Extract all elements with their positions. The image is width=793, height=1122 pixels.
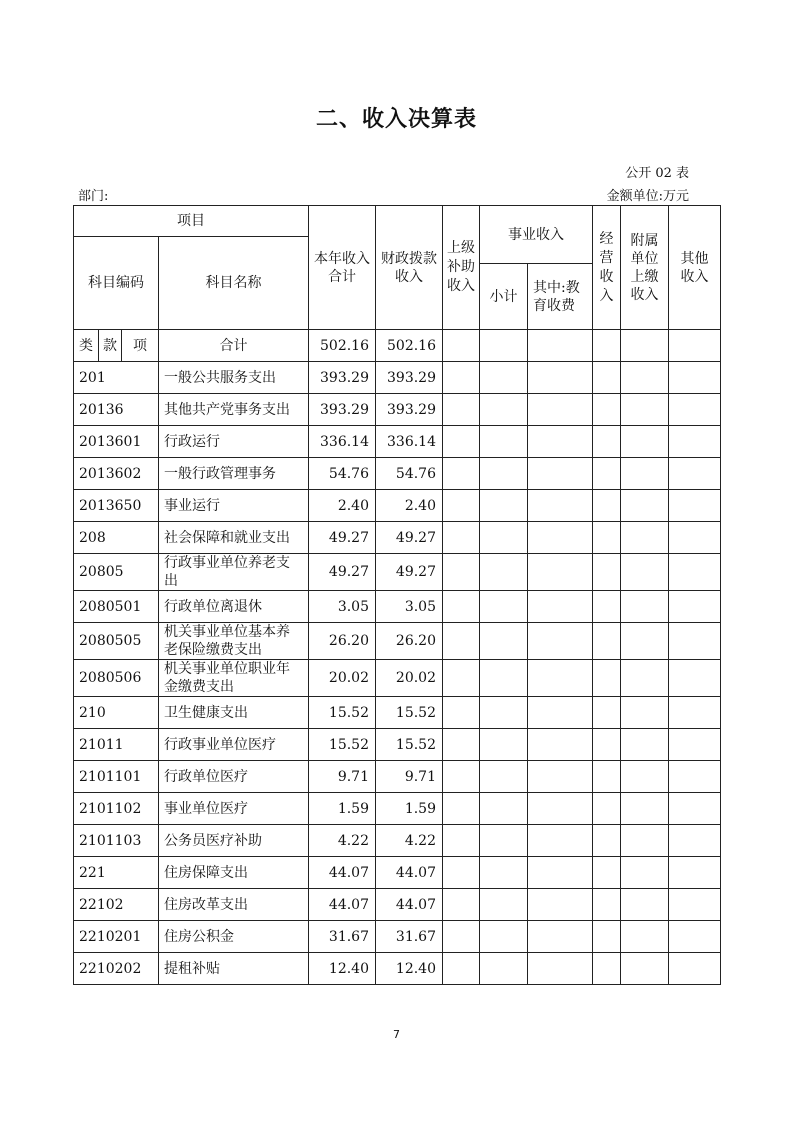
empty-cell (528, 554, 593, 591)
row-total: 336.14 (309, 426, 376, 458)
row-name: 一般行政管理事务 (159, 458, 309, 490)
header-item: 项目 (74, 206, 309, 237)
empty-cell (443, 623, 480, 660)
page-number: 7 (393, 1028, 400, 1041)
empty-cell (593, 921, 621, 953)
row-fiscal: 1.59 (376, 793, 443, 825)
empty-cell (669, 522, 721, 554)
empty-cell (528, 889, 593, 921)
table-row (74, 889, 721, 921)
row-fiscal: 31.67 (376, 921, 443, 953)
row-fiscal: 336.14 (376, 426, 443, 458)
row-total: 44.07 (309, 889, 376, 921)
table-row (74, 825, 721, 857)
empty-cell (528, 458, 593, 490)
empty-cell (669, 857, 721, 889)
table-row (74, 761, 721, 793)
empty-cell (443, 522, 480, 554)
row-name: 住房改革支出 (159, 889, 309, 921)
row-name: 一般公共服务支出 (159, 362, 309, 394)
row-code: 20136 (74, 394, 159, 426)
header-business: 事业收入 (480, 206, 593, 264)
empty-cell (621, 394, 669, 426)
empty-cell (621, 921, 669, 953)
row-code: 210 (74, 697, 159, 729)
empty-cell (443, 889, 480, 921)
row-name: 公务员医疗补助 (159, 825, 309, 857)
xiang-label: 项 (122, 330, 159, 362)
header-other: 其他收入 (669, 206, 721, 330)
empty-cell (480, 623, 528, 660)
table-row (74, 729, 721, 761)
header-operating: 经营收入 (593, 206, 621, 330)
empty-cell (528, 522, 593, 554)
empty-cell (669, 921, 721, 953)
empty-cell (669, 953, 721, 985)
row-total: 49.27 (309, 522, 376, 554)
empty-cell (443, 793, 480, 825)
empty-cell (593, 729, 621, 761)
row-total: 26.20 (309, 623, 376, 660)
row-code: 2080506 (74, 660, 159, 697)
unit-label: 金额单位:万元 (606, 189, 689, 204)
department-label: 部门: (78, 189, 109, 204)
header-subtotal: 小计 (480, 264, 528, 330)
empty-cell (480, 554, 528, 591)
empty-cell (480, 362, 528, 394)
empty-cell (621, 458, 669, 490)
row-fiscal: 2.40 (376, 490, 443, 522)
empty-cell (443, 458, 480, 490)
row-code: 2013650 (74, 490, 159, 522)
empty-cell (621, 522, 669, 554)
empty-cell (443, 697, 480, 729)
empty-cell (593, 825, 621, 857)
header-total: 本年收入合计 (309, 206, 376, 330)
row-name: 机关事业单位职业年金缴费支出 (159, 660, 309, 697)
row-code: 208 (74, 522, 159, 554)
empty-cell (528, 921, 593, 953)
empty-cell (480, 953, 528, 985)
table-row (74, 522, 721, 554)
row-name: 住房保障支出 (159, 857, 309, 889)
kuan-label: 款 (99, 330, 122, 362)
table-row (74, 921, 721, 953)
row-name: 行政事业单位养老支出 (159, 554, 309, 591)
row-fiscal: 20.02 (376, 660, 443, 697)
empty-cell (528, 793, 593, 825)
empty-cell (528, 660, 593, 697)
row-total: 49.27 (309, 554, 376, 591)
header-name: 科目名称 (159, 237, 309, 330)
empty-cell (480, 490, 528, 522)
row-fiscal: 44.07 (376, 889, 443, 921)
row-total: 15.52 (309, 697, 376, 729)
total-row (74, 330, 721, 362)
empty-cell (621, 825, 669, 857)
empty-cell (593, 660, 621, 697)
row-name: 行政单位离退休 (159, 591, 309, 623)
empty-cell (480, 522, 528, 554)
row-fiscal: 15.52 (376, 729, 443, 761)
empty-cell (621, 857, 669, 889)
empty-cell (669, 426, 721, 458)
empty-cell (669, 623, 721, 660)
empty-cell (669, 591, 721, 623)
row-code: 201 (74, 362, 159, 394)
row-code: 2080501 (74, 591, 159, 623)
row-total: 44.07 (309, 857, 376, 889)
empty-cell (528, 362, 593, 394)
empty-cell (669, 729, 721, 761)
empty-cell (480, 889, 528, 921)
empty-cell (621, 697, 669, 729)
lei-label: 类 (74, 330, 99, 362)
empty-cell (593, 426, 621, 458)
empty-cell (480, 591, 528, 623)
empty-cell (443, 591, 480, 623)
page-title: 二、收入决算表 (315, 107, 477, 132)
empty-cell (669, 554, 721, 591)
sum-fiscal: 502.16 (376, 330, 443, 362)
empty-cell (669, 490, 721, 522)
table-row (74, 660, 721, 697)
row-name: 住房公积金 (159, 921, 309, 953)
empty-cell (443, 660, 480, 697)
empty-cell (528, 394, 593, 426)
empty-cell (480, 761, 528, 793)
empty-cell (480, 921, 528, 953)
empty-cell (621, 793, 669, 825)
row-name: 事业单位医疗 (159, 793, 309, 825)
row-fiscal: 49.27 (376, 554, 443, 591)
empty-cell (593, 857, 621, 889)
empty-cell (480, 394, 528, 426)
empty-cell (621, 362, 669, 394)
empty-cell (593, 953, 621, 985)
row-total: 2.40 (309, 490, 376, 522)
empty-cell (480, 825, 528, 857)
row-code: 20805 (74, 554, 159, 591)
table-row (74, 394, 721, 426)
empty-cell (621, 623, 669, 660)
table-row (74, 554, 721, 591)
empty-cell (593, 761, 621, 793)
empty-cell (593, 591, 621, 623)
row-code: 22102 (74, 889, 159, 921)
empty-cell (593, 458, 621, 490)
empty-cell (621, 729, 669, 761)
row-total: 20.02 (309, 660, 376, 697)
row-fiscal: 15.52 (376, 697, 443, 729)
row-name: 事业运行 (159, 490, 309, 522)
empty-cell (528, 591, 593, 623)
row-fiscal: 49.27 (376, 522, 443, 554)
empty-cell (443, 394, 480, 426)
header-superior: 上级补助收入 (443, 206, 480, 330)
empty-cell (669, 825, 721, 857)
row-total: 1.59 (309, 793, 376, 825)
table-row (74, 426, 721, 458)
empty-cell (528, 825, 593, 857)
empty-cell (443, 761, 480, 793)
empty-cell (593, 522, 621, 554)
empty-cell (480, 458, 528, 490)
row-name: 机关事业单位基本养老保险缴费支出 (159, 623, 309, 660)
empty-cell (669, 761, 721, 793)
empty-cell (443, 490, 480, 522)
row-total: 31.67 (309, 921, 376, 953)
empty-cell (528, 857, 593, 889)
empty-cell (443, 857, 480, 889)
header-code: 科目编码 (74, 237, 159, 330)
empty-cell (480, 793, 528, 825)
empty-cell (528, 623, 593, 660)
row-fiscal: 26.20 (376, 623, 443, 660)
empty-cell (593, 889, 621, 921)
header-fiscal: 财政拨款收入 (376, 206, 443, 330)
row-fiscal: 4.22 (376, 825, 443, 857)
empty-cell (480, 660, 528, 697)
empty-cell (669, 660, 721, 697)
row-code: 2013602 (74, 458, 159, 490)
row-name: 提租补贴 (159, 953, 309, 985)
row-fiscal: 54.76 (376, 458, 443, 490)
empty-cell (443, 554, 480, 591)
row-code: 2080505 (74, 623, 159, 660)
row-fiscal: 393.29 (376, 362, 443, 394)
empty-cell (621, 426, 669, 458)
row-total: 15.52 (309, 729, 376, 761)
table-row (74, 362, 721, 394)
row-total: 9.71 (309, 761, 376, 793)
empty-cell (669, 458, 721, 490)
empty-cell (480, 697, 528, 729)
empty-cell (669, 889, 721, 921)
row-total: 4.22 (309, 825, 376, 857)
empty-cell (443, 921, 480, 953)
row-code: 21011 (74, 729, 159, 761)
empty-cell (669, 793, 721, 825)
empty-cell (621, 490, 669, 522)
empty-cell (621, 953, 669, 985)
table-row (74, 490, 721, 522)
row-total: 393.29 (309, 394, 376, 426)
row-fiscal: 9.71 (376, 761, 443, 793)
empty-cell (593, 554, 621, 591)
row-code: 221 (74, 857, 159, 889)
row-code: 2101101 (74, 761, 159, 793)
table-row (74, 857, 721, 889)
empty-cell (669, 697, 721, 729)
empty-cell (443, 825, 480, 857)
row-total: 393.29 (309, 362, 376, 394)
empty-cell (528, 729, 593, 761)
row-name: 其他共产党事务支出 (159, 394, 309, 426)
empty-cell (669, 394, 721, 426)
row-name: 社会保障和就业支出 (159, 522, 309, 554)
header-education: 其中:教育收费 (528, 264, 593, 330)
row-name: 卫生健康支出 (159, 697, 309, 729)
empty-cell (621, 554, 669, 591)
row-fiscal: 12.40 (376, 953, 443, 985)
row-fiscal: 3.05 (376, 591, 443, 623)
table-row (74, 793, 721, 825)
empty-cell (480, 857, 528, 889)
empty-cell (443, 362, 480, 394)
empty-cell (528, 490, 593, 522)
empty-cell (443, 426, 480, 458)
empty-cell (669, 362, 721, 394)
row-name: 行政运行 (159, 426, 309, 458)
empty-cell (528, 697, 593, 729)
empty-cell (593, 490, 621, 522)
empty-cell (593, 362, 621, 394)
empty-cell (593, 697, 621, 729)
row-code: 2013601 (74, 426, 159, 458)
table-row (74, 623, 721, 660)
row-code: 2210201 (74, 921, 159, 953)
empty-cell (593, 623, 621, 660)
empty-cell (621, 889, 669, 921)
empty-cell (593, 793, 621, 825)
empty-cell (443, 953, 480, 985)
row-fiscal: 44.07 (376, 857, 443, 889)
row-total: 54.76 (309, 458, 376, 490)
row-name: 行政单位医疗 (159, 761, 309, 793)
empty-cell (621, 660, 669, 697)
table-row (74, 953, 721, 985)
table-row (74, 591, 721, 623)
empty-cell (480, 426, 528, 458)
table-row (74, 458, 721, 490)
row-fiscal: 393.29 (376, 394, 443, 426)
row-name: 行政事业单位医疗 (159, 729, 309, 761)
empty-cell (621, 591, 669, 623)
table-row (74, 697, 721, 729)
sum-total: 502.16 (309, 330, 376, 362)
row-code: 2101102 (74, 793, 159, 825)
row-total: 3.05 (309, 591, 376, 623)
empty-cell (593, 394, 621, 426)
row-total: 12.40 (309, 953, 376, 985)
header-affiliated: 附属单位上缴收入 (621, 206, 669, 330)
income-table (73, 205, 721, 985)
sum-label: 合计 (159, 330, 309, 362)
row-code: 2210202 (74, 953, 159, 985)
empty-cell (443, 729, 480, 761)
form-number: 公开 02 表 (625, 166, 689, 181)
empty-cell (528, 953, 593, 985)
empty-cell (621, 761, 669, 793)
row-code: 2101103 (74, 825, 159, 857)
empty-cell (480, 729, 528, 761)
empty-cell (528, 761, 593, 793)
empty-cell (528, 426, 593, 458)
